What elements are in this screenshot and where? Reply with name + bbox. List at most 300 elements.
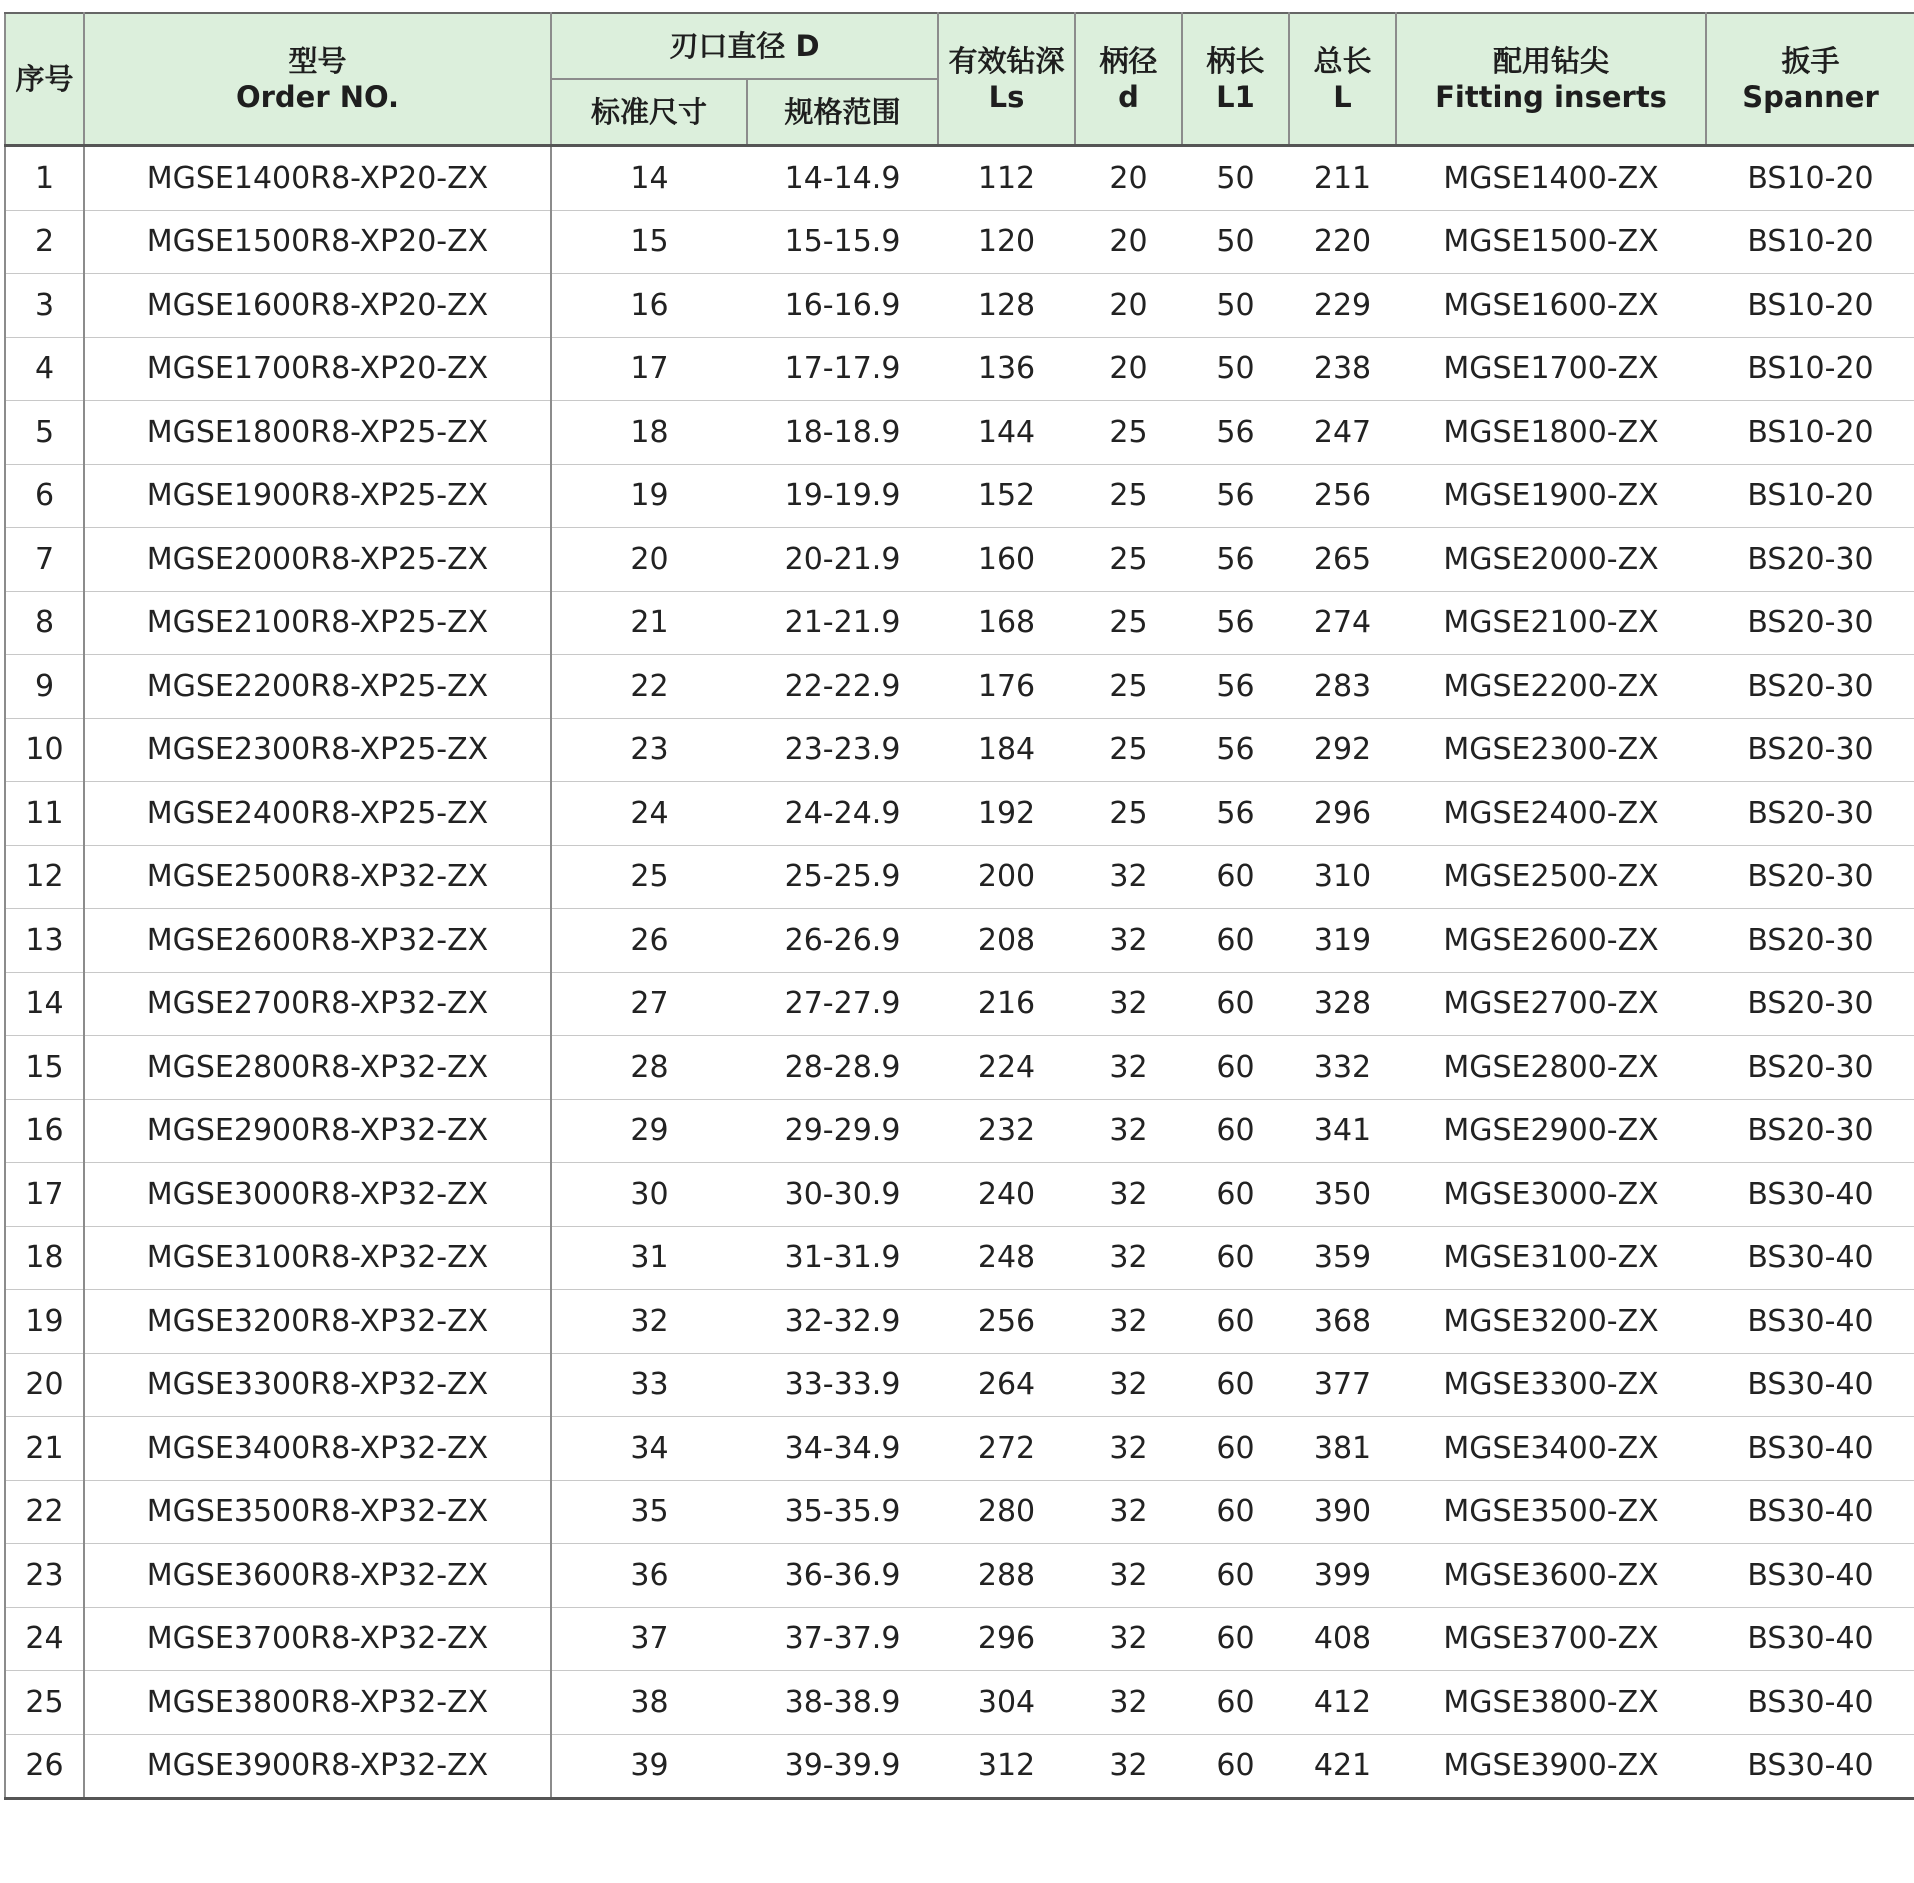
cell-spanner: BS20-30 (1706, 655, 1914, 719)
cell-std-size: 38 (551, 1671, 747, 1735)
header-diameter-label: 刃口直径 D (669, 29, 820, 63)
cell-ls: 240 (938, 1163, 1075, 1227)
cell-inserts: MGSE3300-ZX (1396, 1353, 1706, 1417)
cell-order-no: MGSE3100R8-XP32-ZX (84, 1226, 551, 1290)
table-row (5, 1353, 1914, 1417)
header-total-len (1289, 13, 1396, 146)
cell-shank-len: 56 (1182, 718, 1289, 782)
cell-size-range: 33-33.9 (747, 1353, 938, 1417)
header-size-range: 规格范围 (747, 79, 938, 146)
header-spanner (1706, 13, 1914, 146)
cell-total-len: 341 (1289, 1099, 1396, 1163)
cell-order-no: MGSE3900R8-XP32-ZX (84, 1734, 551, 1799)
cell-std-size: 31 (551, 1226, 747, 1290)
cell-order-no: MGSE1400R8-XP20-ZX (84, 146, 551, 211)
cell-seq: 1 (5, 146, 84, 211)
cell-size-range: 32-32.9 (747, 1290, 938, 1354)
cell-order-no: MGSE3000R8-XP32-ZX (84, 1163, 551, 1227)
cell-std-size: 36 (551, 1544, 747, 1608)
cell-shank-dia: 32 (1075, 1544, 1182, 1608)
cell-inserts: MGSE3000-ZX (1396, 1163, 1706, 1227)
cell-inserts: MGSE1800-ZX (1396, 401, 1706, 465)
cell-spanner: BS10-20 (1706, 146, 1914, 211)
cell-ls: 216 (938, 972, 1075, 1036)
cell-total-len: 296 (1289, 782, 1396, 846)
cell-inserts: MGSE2400-ZX (1396, 782, 1706, 846)
cell-shank-len: 60 (1182, 1671, 1289, 1735)
cell-seq: 10 (5, 718, 84, 782)
cell-size-range: 24-24.9 (747, 782, 938, 846)
table-row (5, 909, 1914, 973)
cell-shank-len: 60 (1182, 1099, 1289, 1163)
cell-ls: 184 (938, 718, 1075, 782)
cell-order-no: MGSE2900R8-XP32-ZX (84, 1099, 551, 1163)
cell-ls: 136 (938, 337, 1075, 401)
cell-std-size: 15 (551, 210, 747, 274)
cell-spanner: BS10-20 (1706, 274, 1914, 338)
cell-ls: 288 (938, 1544, 1075, 1608)
cell-spanner: BS30-40 (1706, 1480, 1914, 1544)
header-order (84, 13, 551, 146)
cell-inserts: MGSE2500-ZX (1396, 845, 1706, 909)
cell-seq: 7 (5, 528, 84, 592)
cell-std-size: 33 (551, 1353, 747, 1417)
cell-size-range: 31-31.9 (747, 1226, 938, 1290)
cell-inserts: MGSE3200-ZX (1396, 1290, 1706, 1354)
cell-size-range: 18-18.9 (747, 401, 938, 465)
cell-size-range: 20-21.9 (747, 528, 938, 592)
cell-seq: 12 (5, 845, 84, 909)
cell-inserts: MGSE2200-ZX (1396, 655, 1706, 719)
cell-ls: 248 (938, 1226, 1075, 1290)
table-row (5, 464, 1914, 528)
cell-spanner: BS20-30 (1706, 1036, 1914, 1100)
cell-size-range: 28-28.9 (747, 1036, 938, 1100)
cell-size-range: 39-39.9 (747, 1734, 938, 1799)
cell-shank-len: 60 (1182, 1226, 1289, 1290)
cell-shank-len: 50 (1182, 274, 1289, 338)
cell-order-no: MGSE3200R8-XP32-ZX (84, 1290, 551, 1354)
cell-shank-dia: 25 (1075, 528, 1182, 592)
cell-inserts: MGSE2900-ZX (1396, 1099, 1706, 1163)
cell-shank-len: 56 (1182, 528, 1289, 592)
cell-seq: 3 (5, 274, 84, 338)
cell-spanner: BS10-20 (1706, 401, 1914, 465)
cell-order-no: MGSE3800R8-XP32-ZX (84, 1671, 551, 1735)
cell-spanner: BS30-40 (1706, 1734, 1914, 1799)
header-spanner-en: Spanner (1742, 80, 1879, 114)
cell-seq: 15 (5, 1036, 84, 1100)
cell-size-range: 29-29.9 (747, 1099, 938, 1163)
cell-spanner: BS30-40 (1706, 1226, 1914, 1290)
cell-shank-dia: 32 (1075, 1480, 1182, 1544)
cell-shank-len: 60 (1182, 1417, 1289, 1481)
cell-shank-len: 60 (1182, 1036, 1289, 1100)
spec-table (4, 12, 1914, 1800)
cell-total-len: 283 (1289, 655, 1396, 719)
cell-shank-dia: 25 (1075, 718, 1182, 782)
cell-shank-dia: 20 (1075, 274, 1182, 338)
cell-shank-len: 60 (1182, 1734, 1289, 1799)
header-shank-len-cn: 柄长 (1206, 44, 1265, 78)
header-shank-len-en: L1 (1216, 80, 1255, 114)
cell-spanner: BS30-40 (1706, 1163, 1914, 1227)
cell-spanner: BS10-20 (1706, 210, 1914, 274)
cell-shank-len: 60 (1182, 1163, 1289, 1227)
cell-spanner: BS30-40 (1706, 1353, 1914, 1417)
cell-total-len: 350 (1289, 1163, 1396, 1227)
cell-inserts: MGSE3800-ZX (1396, 1671, 1706, 1735)
cell-total-len: 211 (1289, 146, 1396, 211)
header-ls-cn: 有效钻深 (948, 44, 1065, 78)
cell-size-range: 17-17.9 (747, 337, 938, 401)
cell-shank-dia: 25 (1075, 655, 1182, 719)
cell-seq: 4 (5, 337, 84, 401)
cell-spanner: BS20-30 (1706, 528, 1914, 592)
cell-shank-len: 56 (1182, 401, 1289, 465)
header-ls (938, 13, 1075, 146)
cell-ls: 200 (938, 845, 1075, 909)
cell-inserts: MGSE2300-ZX (1396, 718, 1706, 782)
header-seq-cn: 序号 (15, 62, 74, 96)
cell-shank-dia: 32 (1075, 1671, 1182, 1735)
cell-shank-dia: 32 (1075, 1036, 1182, 1100)
table-row (5, 1099, 1914, 1163)
cell-total-len: 332 (1289, 1036, 1396, 1100)
cell-shank-len: 50 (1182, 146, 1289, 211)
cell-size-range: 38-38.9 (747, 1671, 938, 1735)
cell-order-no: MGSE1700R8-XP20-ZX (84, 337, 551, 401)
table-body (5, 146, 1914, 1799)
cell-spanner: BS20-30 (1706, 845, 1914, 909)
cell-shank-len: 60 (1182, 1353, 1289, 1417)
cell-shank-dia: 25 (1075, 782, 1182, 846)
cell-ls: 120 (938, 210, 1075, 274)
table-row (5, 1036, 1914, 1100)
cell-inserts: MGSE3500-ZX (1396, 1480, 1706, 1544)
table-row (5, 1480, 1914, 1544)
cell-shank-dia: 25 (1075, 464, 1182, 528)
header-seq (5, 13, 84, 146)
header-inserts-cn: 配用钻尖 (1493, 44, 1610, 78)
cell-size-range: 15-15.9 (747, 210, 938, 274)
header-total-len-cn: 总长 (1313, 44, 1372, 78)
cell-shank-len: 56 (1182, 655, 1289, 719)
cell-total-len: 319 (1289, 909, 1396, 973)
cell-ls: 256 (938, 1290, 1075, 1354)
cell-seq: 26 (5, 1734, 84, 1799)
cell-spanner: BS30-40 (1706, 1671, 1914, 1735)
header-inserts-en: Fitting inserts (1435, 80, 1667, 114)
cell-std-size: 16 (551, 274, 747, 338)
header-diameter-group (551, 13, 938, 79)
table-row (5, 1290, 1914, 1354)
table-row (5, 1163, 1914, 1227)
cell-size-range: 16-16.9 (747, 274, 938, 338)
cell-ls: 224 (938, 1036, 1075, 1100)
cell-order-no: MGSE2000R8-XP25-ZX (84, 528, 551, 592)
table-row (5, 591, 1914, 655)
cell-seq: 8 (5, 591, 84, 655)
cell-ls: 168 (938, 591, 1075, 655)
cell-spanner: BS20-30 (1706, 591, 1914, 655)
cell-std-size: 14 (551, 146, 747, 211)
table-row (5, 1671, 1914, 1735)
cell-ls: 304 (938, 1671, 1075, 1735)
table-row (5, 337, 1914, 401)
cell-size-range: 26-26.9 (747, 909, 938, 973)
cell-shank-dia: 32 (1075, 1163, 1182, 1227)
table-row (5, 274, 1914, 338)
cell-shank-dia: 32 (1075, 1226, 1182, 1290)
cell-order-no: MGSE3600R8-XP32-ZX (84, 1544, 551, 1608)
cell-ls: 272 (938, 1417, 1075, 1481)
cell-shank-dia: 32 (1075, 1734, 1182, 1799)
cell-total-len: 381 (1289, 1417, 1396, 1481)
cell-size-range: 36-36.9 (747, 1544, 938, 1608)
cell-total-len: 377 (1289, 1353, 1396, 1417)
cell-spanner: BS30-40 (1706, 1290, 1914, 1354)
cell-std-size: 27 (551, 972, 747, 1036)
cell-ls: 280 (938, 1480, 1075, 1544)
cell-std-size: 19 (551, 464, 747, 528)
cell-seq: 9 (5, 655, 84, 719)
cell-inserts: MGSE2100-ZX (1396, 591, 1706, 655)
cell-shank-len: 50 (1182, 337, 1289, 401)
cell-order-no: MGSE3400R8-XP32-ZX (84, 1417, 551, 1481)
cell-order-no: MGSE1900R8-XP25-ZX (84, 464, 551, 528)
cell-seq: 14 (5, 972, 84, 1036)
header-inserts (1396, 13, 1706, 146)
cell-size-range: 25-25.9 (747, 845, 938, 909)
cell-inserts: MGSE1400-ZX (1396, 146, 1706, 211)
header-ls-en: Ls (988, 80, 1025, 114)
cell-size-range: 23-23.9 (747, 718, 938, 782)
cell-shank-len: 50 (1182, 210, 1289, 274)
cell-shank-len: 60 (1182, 845, 1289, 909)
cell-total-len: 412 (1289, 1671, 1396, 1735)
cell-total-len: 421 (1289, 1734, 1396, 1799)
cell-spanner: BS10-20 (1706, 464, 1914, 528)
cell-inserts: MGSE3900-ZX (1396, 1734, 1706, 1799)
table-row (5, 972, 1914, 1036)
cell-inserts: MGSE1500-ZX (1396, 210, 1706, 274)
cell-ls: 192 (938, 782, 1075, 846)
cell-total-len: 256 (1289, 464, 1396, 528)
cell-total-len: 238 (1289, 337, 1396, 401)
cell-order-no: MGSE3500R8-XP32-ZX (84, 1480, 551, 1544)
cell-shank-len: 60 (1182, 1480, 1289, 1544)
cell-inserts: MGSE2000-ZX (1396, 528, 1706, 592)
cell-seq: 11 (5, 782, 84, 846)
header-shank-dia-en: d (1118, 80, 1139, 114)
cell-seq: 24 (5, 1607, 84, 1671)
cell-seq: 25 (5, 1671, 84, 1735)
cell-shank-dia: 20 (1075, 210, 1182, 274)
cell-spanner: BS30-40 (1706, 1544, 1914, 1608)
table-row (5, 210, 1914, 274)
cell-ls: 112 (938, 146, 1075, 211)
table-row (5, 1226, 1914, 1290)
cell-spanner: BS20-30 (1706, 972, 1914, 1036)
cell-shank-dia: 32 (1075, 1099, 1182, 1163)
cell-spanner: BS10-20 (1706, 337, 1914, 401)
cell-shank-dia: 32 (1075, 1417, 1182, 1481)
cell-size-range: 34-34.9 (747, 1417, 938, 1481)
table-row (5, 401, 1914, 465)
cell-ls: 176 (938, 655, 1075, 719)
cell-std-size: 25 (551, 845, 747, 909)
cell-order-no: MGSE2700R8-XP32-ZX (84, 972, 551, 1036)
cell-spanner: BS30-40 (1706, 1417, 1914, 1481)
cell-shank-len: 60 (1182, 1544, 1289, 1608)
cell-order-no: MGSE2100R8-XP25-ZX (84, 591, 551, 655)
cell-seq: 20 (5, 1353, 84, 1417)
cell-seq: 2 (5, 210, 84, 274)
cell-total-len: 292 (1289, 718, 1396, 782)
cell-inserts: MGSE1700-ZX (1396, 337, 1706, 401)
cell-order-no: MGSE2600R8-XP32-ZX (84, 909, 551, 973)
cell-shank-len: 60 (1182, 972, 1289, 1036)
cell-std-size: 39 (551, 1734, 747, 1799)
cell-total-len: 247 (1289, 401, 1396, 465)
cell-shank-len: 56 (1182, 591, 1289, 655)
cell-order-no: MGSE3300R8-XP32-ZX (84, 1353, 551, 1417)
cell-shank-dia: 32 (1075, 1353, 1182, 1417)
cell-shank-len: 56 (1182, 464, 1289, 528)
table-row (5, 782, 1914, 846)
cell-size-range: 21-21.9 (747, 591, 938, 655)
header-order-en: Order NO. (235, 80, 400, 114)
header-total-len-en: L (1333, 80, 1352, 114)
cell-shank-len: 60 (1182, 909, 1289, 973)
cell-std-size: 37 (551, 1607, 747, 1671)
cell-shank-dia: 20 (1075, 337, 1182, 401)
header-std-size: 标准尺寸 (551, 79, 747, 146)
cell-std-size: 28 (551, 1036, 747, 1100)
table-header (5, 13, 1914, 146)
cell-seq: 16 (5, 1099, 84, 1163)
cell-inserts: MGSE3400-ZX (1396, 1417, 1706, 1481)
cell-std-size: 23 (551, 718, 747, 782)
cell-seq: 21 (5, 1417, 84, 1481)
cell-spanner: BS20-30 (1706, 718, 1914, 782)
cell-std-size: 34 (551, 1417, 747, 1481)
header-shank-len (1182, 13, 1289, 146)
cell-inserts: MGSE2800-ZX (1396, 1036, 1706, 1100)
cell-seq: 18 (5, 1226, 84, 1290)
cell-std-size: 35 (551, 1480, 747, 1544)
cell-total-len: 265 (1289, 528, 1396, 592)
cell-ls: 152 (938, 464, 1075, 528)
cell-size-range: 35-35.9 (747, 1480, 938, 1544)
cell-shank-dia: 25 (1075, 401, 1182, 465)
cell-inserts: MGSE3600-ZX (1396, 1544, 1706, 1608)
cell-std-size: 21 (551, 591, 747, 655)
cell-order-no: MGSE1800R8-XP25-ZX (84, 401, 551, 465)
cell-ls: 144 (938, 401, 1075, 465)
cell-seq: 13 (5, 909, 84, 973)
cell-ls: 296 (938, 1607, 1075, 1671)
cell-shank-dia: 25 (1075, 591, 1182, 655)
cell-order-no: MGSE3700R8-XP32-ZX (84, 1607, 551, 1671)
cell-size-range: 14-14.9 (747, 146, 938, 211)
cell-total-len: 408 (1289, 1607, 1396, 1671)
cell-order-no: MGSE1600R8-XP20-ZX (84, 274, 551, 338)
header-shank-dia-cn: 柄径 (1099, 44, 1158, 78)
cell-shank-len: 56 (1182, 782, 1289, 846)
table-row (5, 718, 1914, 782)
cell-shank-len: 60 (1182, 1607, 1289, 1671)
header-order-cn: 型号 (288, 44, 347, 78)
cell-ls: 232 (938, 1099, 1075, 1163)
cell-total-len: 229 (1289, 274, 1396, 338)
cell-total-len: 368 (1289, 1290, 1396, 1354)
cell-seq: 6 (5, 464, 84, 528)
cell-ls: 160 (938, 528, 1075, 592)
cell-inserts: MGSE3700-ZX (1396, 1607, 1706, 1671)
cell-total-len: 220 (1289, 210, 1396, 274)
cell-ls: 312 (938, 1734, 1075, 1799)
table-row (5, 1734, 1914, 1799)
cell-ls: 264 (938, 1353, 1075, 1417)
cell-std-size: 24 (551, 782, 747, 846)
cell-spanner: BS30-40 (1706, 1607, 1914, 1671)
cell-shank-dia: 32 (1075, 909, 1182, 973)
cell-shank-dia: 32 (1075, 1290, 1182, 1354)
cell-shank-dia: 32 (1075, 845, 1182, 909)
cell-size-range: 19-19.9 (747, 464, 938, 528)
cell-order-no: MGSE2300R8-XP25-ZX (84, 718, 551, 782)
cell-seq: 17 (5, 1163, 84, 1227)
cell-std-size: 22 (551, 655, 747, 719)
cell-size-range: 30-30.9 (747, 1163, 938, 1227)
cell-order-no: MGSE2400R8-XP25-ZX (84, 782, 551, 846)
cell-std-size: 26 (551, 909, 747, 973)
cell-total-len: 274 (1289, 591, 1396, 655)
header-shank-dia (1075, 13, 1182, 146)
cell-shank-dia: 32 (1075, 1607, 1182, 1671)
cell-order-no: MGSE2200R8-XP25-ZX (84, 655, 551, 719)
table-row (5, 655, 1914, 719)
cell-spanner: BS20-30 (1706, 782, 1914, 846)
table-row (5, 845, 1914, 909)
cell-seq: 19 (5, 1290, 84, 1354)
cell-total-len: 399 (1289, 1544, 1396, 1608)
cell-inserts: MGSE2700-ZX (1396, 972, 1706, 1036)
cell-total-len: 390 (1289, 1480, 1396, 1544)
header-spanner-cn: 扳手 (1781, 44, 1840, 78)
cell-size-range: 27-27.9 (747, 972, 938, 1036)
cell-total-len: 328 (1289, 972, 1396, 1036)
cell-shank-dia: 32 (1075, 972, 1182, 1036)
cell-inserts: MGSE1600-ZX (1396, 274, 1706, 338)
table-row (5, 528, 1914, 592)
cell-inserts: MGSE3100-ZX (1396, 1226, 1706, 1290)
cell-total-len: 359 (1289, 1226, 1396, 1290)
cell-order-no: MGSE2500R8-XP32-ZX (84, 845, 551, 909)
cell-inserts: MGSE1900-ZX (1396, 464, 1706, 528)
cell-order-no: MGSE1500R8-XP20-ZX (84, 210, 551, 274)
cell-seq: 23 (5, 1544, 84, 1608)
cell-size-range: 37-37.9 (747, 1607, 938, 1671)
table-row (5, 146, 1914, 211)
cell-ls: 128 (938, 274, 1075, 338)
cell-shank-dia: 20 (1075, 146, 1182, 211)
cell-seq: 22 (5, 1480, 84, 1544)
cell-std-size: 17 (551, 337, 747, 401)
cell-shank-len: 60 (1182, 1290, 1289, 1354)
